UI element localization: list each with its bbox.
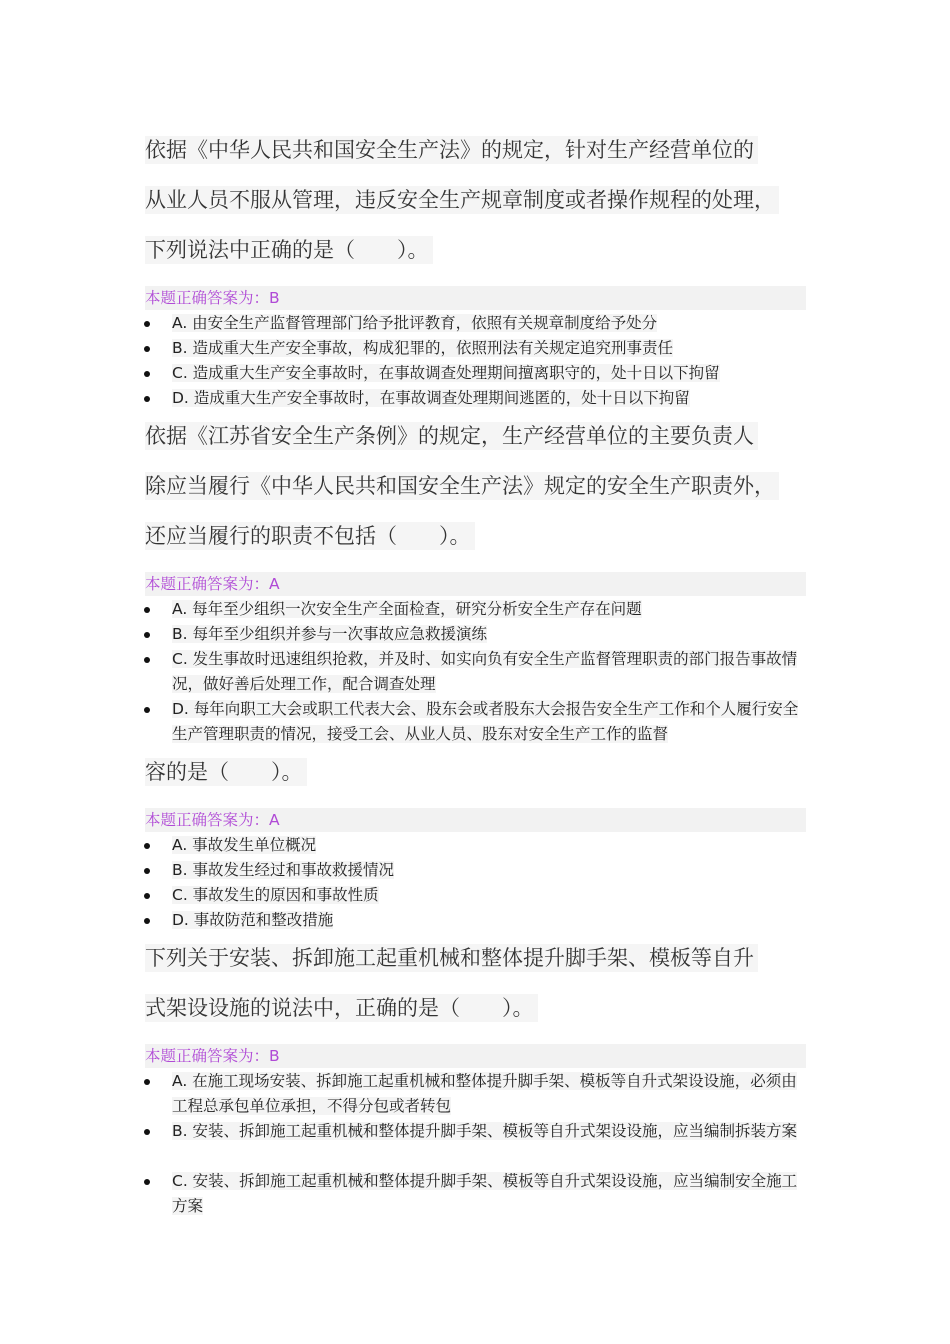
question-3-option-d: D. 事故防范和整改措施 — [172, 911, 334, 929]
question-2-option-b: B. 每年至少组织并参与一次事故应急救援演练 — [172, 625, 487, 643]
question-4-option-b: B. 安装、拆卸施工起重机械和整体提升脚手架、模板等自升式架设设施，应当编制拆装方案 — [172, 1122, 797, 1140]
question-1-option-a: A. 由安全生产监督管理部门给予批评教育，依照有关规章制度给予处分 — [172, 314, 658, 332]
question-1-option-b: B. 造成重大生产安全事故，构成犯罪的，依照刑法有关规定追究刑事责任 — [172, 339, 673, 357]
bullet-icon — [144, 346, 150, 352]
question-1-line-1: 依据《中华人民共和国安全生产法》的规定，针对生产经营单位的 — [145, 136, 758, 164]
bullet-icon — [144, 371, 150, 377]
question-2-line-2: 除应当履行《中华人民共和国安全生产法》规定的安全生产职责外， — [145, 472, 779, 500]
bullet-icon — [144, 632, 150, 638]
bullet-icon — [144, 843, 150, 849]
question-4-answer: 本题正确答案为：B — [145, 1044, 806, 1068]
question-2-option-a: A. 每年至少组织一次安全生产全面检查，研究分析安全生产存在问题 — [172, 600, 642, 618]
question-1-line-2: 从业人员不服从管理，违反安全生产规章制度或者操作规程的处理， — [145, 186, 779, 214]
bullet-icon — [144, 1079, 150, 1085]
question-3-option-b: B. 事故发生经过和事故救援情况 — [172, 861, 394, 879]
bullet-icon — [144, 1179, 150, 1185]
bullet-icon — [144, 607, 150, 613]
question-2-line-1: 依据《江苏省安全生产条例》的规定，生产经营单位的主要负责人 — [145, 422, 758, 450]
question-1-answer: 本题正确答案为：B — [145, 286, 806, 310]
question-3-line-1: 容的是（ ）。 — [145, 758, 307, 786]
question-4-line-2: 式架设设施的说法中，正确的是（ ）。 — [145, 994, 538, 1022]
question-1-line-3: 下列说法中正确的是（ ）。 — [145, 236, 433, 264]
question-3-option-a: A. 事故发生单位概况 — [172, 836, 317, 854]
bullet-icon — [144, 893, 150, 899]
question-4-option-c: C. 安装、拆卸施工起重机械和整体提升脚手架、模板等自升式架设设施，应当编制安全施工方案 — [172, 1172, 798, 1215]
bullet-icon — [144, 868, 150, 874]
question-3-option-c: C. 事故发生的原因和事故性质 — [172, 886, 379, 904]
question-4-option-a: A. 在施工现场安装、拆卸施工起重机械和整体提升脚手架、模板等自升式架设设施，必须由工程总承包单位承担，不得分包或者转包 — [172, 1072, 797, 1115]
question-1-option-c: C. 造成重大生产安全事故时，在事故调查处理期间擅离职守的，处十日以下拘留 — [172, 364, 720, 382]
bullet-icon — [144, 1129, 150, 1135]
question-4-line-1: 下列关于安装、拆卸施工起重机械和整体提升脚手架、模板等自升 — [145, 944, 758, 972]
bullet-icon — [144, 657, 150, 663]
question-2-option-c: C. 发生事故时迅速组织抢救，并及时、如实向负有安全生产监督管理职责的部门报告事故情况，做好善后处理工作，配合调查处理 — [172, 650, 798, 693]
question-3-answer: 本题正确答案为：A — [145, 808, 806, 832]
bullet-icon — [144, 321, 150, 327]
bullet-icon — [144, 918, 150, 924]
question-1-option-d: D. 造成重大生产安全事故时，在事故调查处理期间逃匿的，处十日以下拘留 — [172, 389, 690, 407]
question-2-answer: 本题正确答案为：A — [145, 572, 806, 596]
question-2-line-3: 还应当履行的职责不包括（ ）。 — [145, 522, 475, 550]
bullet-icon — [144, 396, 150, 402]
question-2-option-d: D. 每年向职工大会或职工代表大会、股东会或者股东大会报告安全生产工作和个人履行安全生产管理职责的情况，接受工会、从业人员、股东对安全生产工作的监督 — [172, 700, 799, 743]
bullet-icon — [144, 707, 150, 713]
